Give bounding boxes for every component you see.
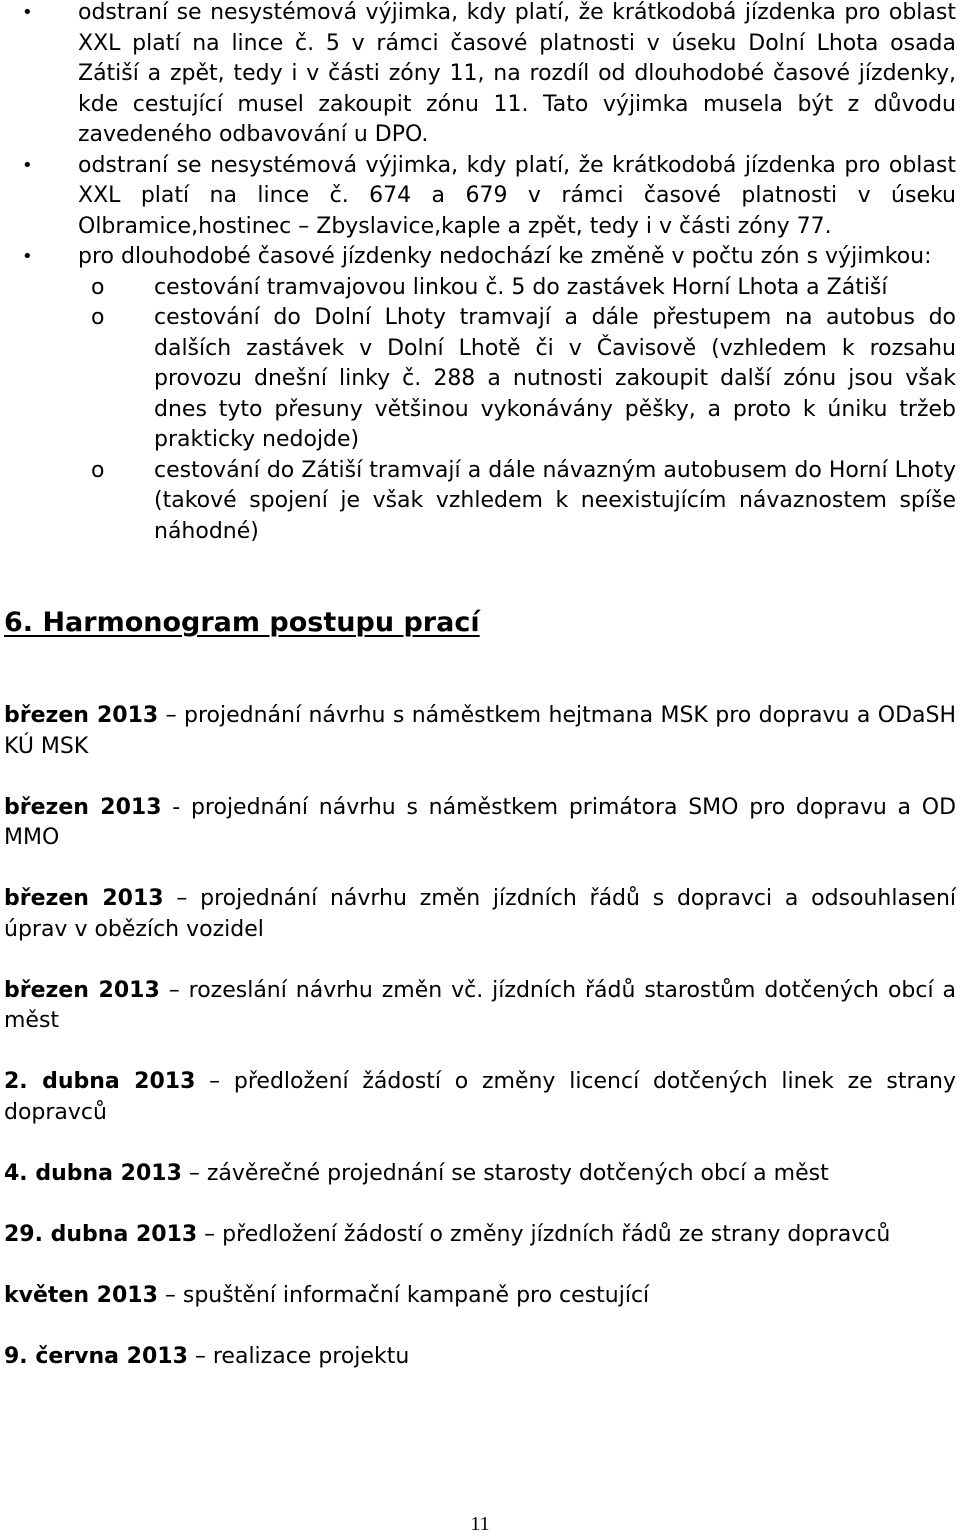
schedule-text: – předložení žádostí o změny licencí dotčených linek ze strany dopravců	[4, 1069, 956, 1125]
schedule-entry	[4, 884, 956, 945]
schedule-entry	[4, 701, 956, 762]
schedule-entry	[4, 1067, 956, 1128]
schedule-date: květen 2013	[4, 1282, 158, 1308]
schedule-date: březen 2013	[4, 886, 164, 911]
bullet-text: odstraní se nesystémová výjimka, kdy platí, že krátkodobá jízdenka pro oblast XXL platí na lince č. 674 a 679 v rámci časové platnosti v úseku Olbramice,hostinec – Zbyslavice,kaple a zpět, tedy i v části zóny 77.	[78, 152, 956, 239]
page-number: 11	[470, 1513, 490, 1535]
schedule-text: – projednání návrhu změn jízdních řádů s dopravci a odsouhlasení úprav v obězích vozidel	[4, 886, 956, 942]
schedule-text: – závěrečné projednání se starosty dotčených obcí a měst	[181, 1160, 829, 1186]
sub-bullet-item	[91, 273, 956, 304]
schedule-date: březen 2013	[4, 977, 160, 1003]
sub-bullet-text: cestování do Dolní Lhoty tramvají a dále přestupem na autobus do dalších zastávek v Dolní Lhotě či v Čavisově (vzhledem k rozsahu provozu dnešní linky č. 288 a nutnosti zakoupit další zónu jsou však dnes tyto přesuny většinou vykonávány pěšky, a proto k úniku tržeb prakticky nedojde)	[154, 305, 956, 452]
schedule-entry	[4, 1220, 956, 1251]
schedule-entry	[4, 1281, 956, 1312]
schedule-date: 29. dubna 2013	[4, 1221, 198, 1247]
schedule-date: březen 2013	[4, 794, 162, 820]
sub-bullet-item	[91, 303, 956, 456]
schedule-text: – spuštění informační kampaně pro cestující	[157, 1282, 650, 1308]
section-number: 6.	[4, 607, 34, 638]
schedule-date: březen 2013	[4, 703, 159, 728]
bullet-marker: •	[22, 154, 33, 176]
schedule-date: 4. dubna 2013	[4, 1160, 182, 1186]
schedule-entry	[4, 793, 956, 854]
bullet-item	[22, 242, 956, 547]
sub-bullet-item	[91, 456, 956, 548]
schedule-text: – projednání návrhu s náměstkem hejtmana MSK pro dopravu a ODaSH KÚ MSK	[4, 703, 957, 759]
schedule-text: – předložení žádostí o změny jízdních řádů ze strany dopravců	[197, 1221, 891, 1247]
bullet-text: odstraní se nesystémová výjimka, kdy platí, že krátkodobá jízdenka pro oblast XXL platí na lince č. 5 v rámci časové platnosti v úseku Dolní Lhota osada Zátiší a zpět, tedy i v části zóny 11, na rozdíl od dlouhodobé časové jízdenky, kde cestující musel zakoupit zónu 11. Tato výjimka musela být z důvodu zavedeného odbavování u DPO.	[78, 0, 956, 147]
sub-bullet-marker: o	[91, 274, 105, 300]
schedule-text: – realizace projektu	[187, 1343, 410, 1369]
schedule-list	[4, 701, 956, 1403]
schedule-date: 9. června 2013	[4, 1343, 188, 1369]
schedule-text: - projednání návrhu s náměstkem primátora SMO pro dopravu a OD MMO	[4, 794, 957, 850]
bullet-item	[22, 151, 956, 243]
schedule-date: 2. dubna 2013	[4, 1069, 196, 1094]
sub-bullet-text: cestování tramvajovou linkou č. 5 do zastávek Horní Lhota a Zátiší	[154, 274, 888, 300]
sub-bullet-marker: o	[91, 305, 105, 330]
section-heading	[4, 603, 480, 643]
bullet-marker: •	[22, 246, 33, 267]
sub-bullet-list	[78, 273, 956, 548]
bullet-marker: •	[22, 2, 33, 23]
sub-bullet-text: cestování do Zátiší tramvají a dále návazným autobusem do Horní Lhoty (takové spojení je však vzhledem k neexistujícím návaznostem spíše náhodné)	[154, 457, 956, 544]
schedule-entry	[4, 976, 956, 1037]
section-title: Harmonogram postupu prací	[42, 607, 480, 638]
bullet-item	[22, 0, 956, 151]
schedule-entry	[4, 1342, 956, 1373]
sub-bullet-marker: o	[91, 457, 105, 483]
bullet-text: pro dlouhodobé časové jízdenky nedochází ke změně v počtu zón s výjimkou:	[78, 244, 932, 269]
schedule-text: – rozeslání návrhu změn vč. jízdních řádů starostům dotčených obcí a měst	[4, 977, 957, 1033]
schedule-entry	[4, 1159, 956, 1190]
bullet-list	[0, 0, 960, 547]
